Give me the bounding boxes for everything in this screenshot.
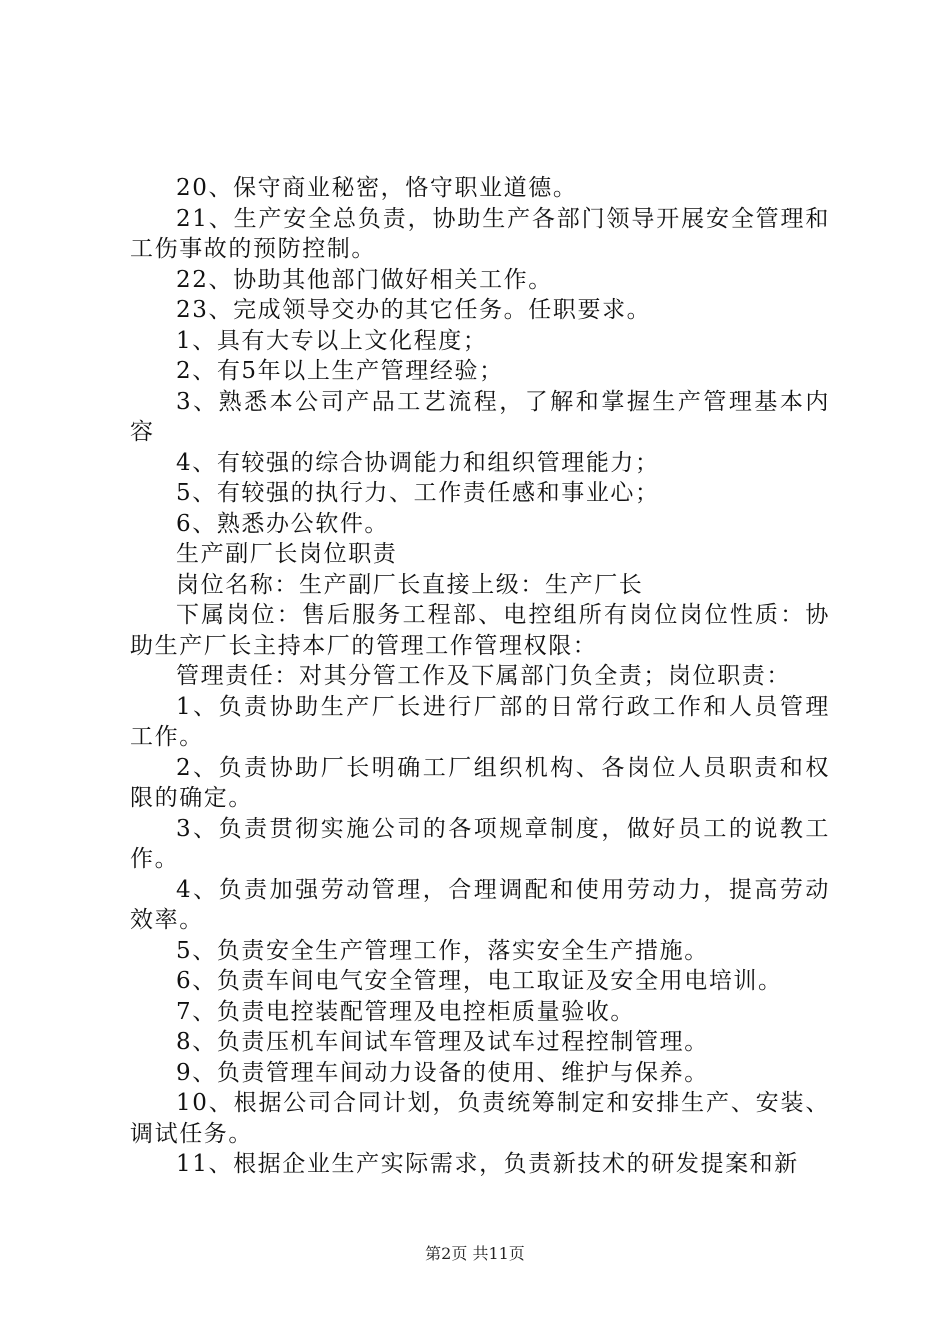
paragraph-7: 3、熟悉本公司产品工艺流程，了解和掌握生产管理基本内容 bbox=[130, 388, 830, 445]
paragraph-9: 5、有较强的执行力、工作责任感和事业心； bbox=[176, 480, 660, 506]
paragraph-16: 2、负责协助厂长明确工厂组织机构、各岗位人员职责和权限的确定。 bbox=[130, 754, 830, 811]
paragraph-2: 21、生产安全总负责，协助生产各部门领导开展安全管理和工伤事故的预防控制。 bbox=[130, 205, 830, 262]
paragraph-1: 20、保守商业秘密，恪守职业道德。 bbox=[176, 175, 578, 201]
paragraph-22: 8、负责压机车间试车管理及试车过程控制管理。 bbox=[176, 1029, 709, 1055]
paragraph-24: 10、根据公司合同计划，负责统筹制定和安排生产、安装、调试任务。 bbox=[130, 1090, 830, 1147]
paragraph-5: 1、具有大专以上文化程度； bbox=[176, 327, 488, 354]
paragraph-21: 7、负责电控装配管理及电控柜质量验收。 bbox=[176, 998, 636, 1025]
paragraph-23: 9、负责管理车间动力设备的使用、维护与保养。 bbox=[176, 1059, 709, 1086]
document-body bbox=[130, 173, 830, 1180]
paragraph-20: 6、负责车间电气安全管理，电工取证及安全用电培训。 bbox=[176, 968, 783, 994]
paragraph-3: 22、协助其他部门做好相关工作。 bbox=[176, 266, 553, 293]
paragraph-18: 4、负责加强劳动管理，合理调配和使用劳动力，提高劳动效率。 bbox=[130, 876, 830, 933]
paragraph-15: 1、负责协助生产厂长进行厂部的日常行政工作和人员管理工作。 bbox=[130, 693, 830, 750]
paragraph-4: 23、完成领导交办的其它任务。任职要求。 bbox=[176, 297, 652, 323]
page-number: 第2页 共11页 bbox=[425, 1244, 525, 1263]
paragraph-19: 5、负责安全生产管理工作，落实安全生产措施。 bbox=[176, 937, 709, 964]
paragraph-17: 3、负责贯彻实施公司的各项规章制度，做好员工的说教工作。 bbox=[130, 815, 830, 872]
paragraph-25: 11、根据企业生产实际需求，负责新技术的研发提案和新 bbox=[176, 1151, 799, 1177]
paragraph-8: 4、有较强的综合协调能力和组织管理能力； bbox=[176, 449, 660, 476]
section-title: 生产副厂长岗位职责 bbox=[176, 541, 398, 567]
paragraph-12: 岗位名称：生产副厂长直接上级：生产厂长 bbox=[176, 571, 644, 598]
paragraph-6: 2、有5年以上生产管理经验； bbox=[176, 358, 504, 384]
paragraph-10: 6、熟悉办公软件。 bbox=[176, 510, 390, 537]
paragraph-14: 管理责任：对其分管工作及下属部门负全责；岗位职责： bbox=[176, 663, 791, 689]
paragraph-13: 下属岗位：售后服务工程部、电控组所有岗位岗位性质：协助生产厂长主持本厂的管理工作管理权限： bbox=[130, 602, 830, 659]
